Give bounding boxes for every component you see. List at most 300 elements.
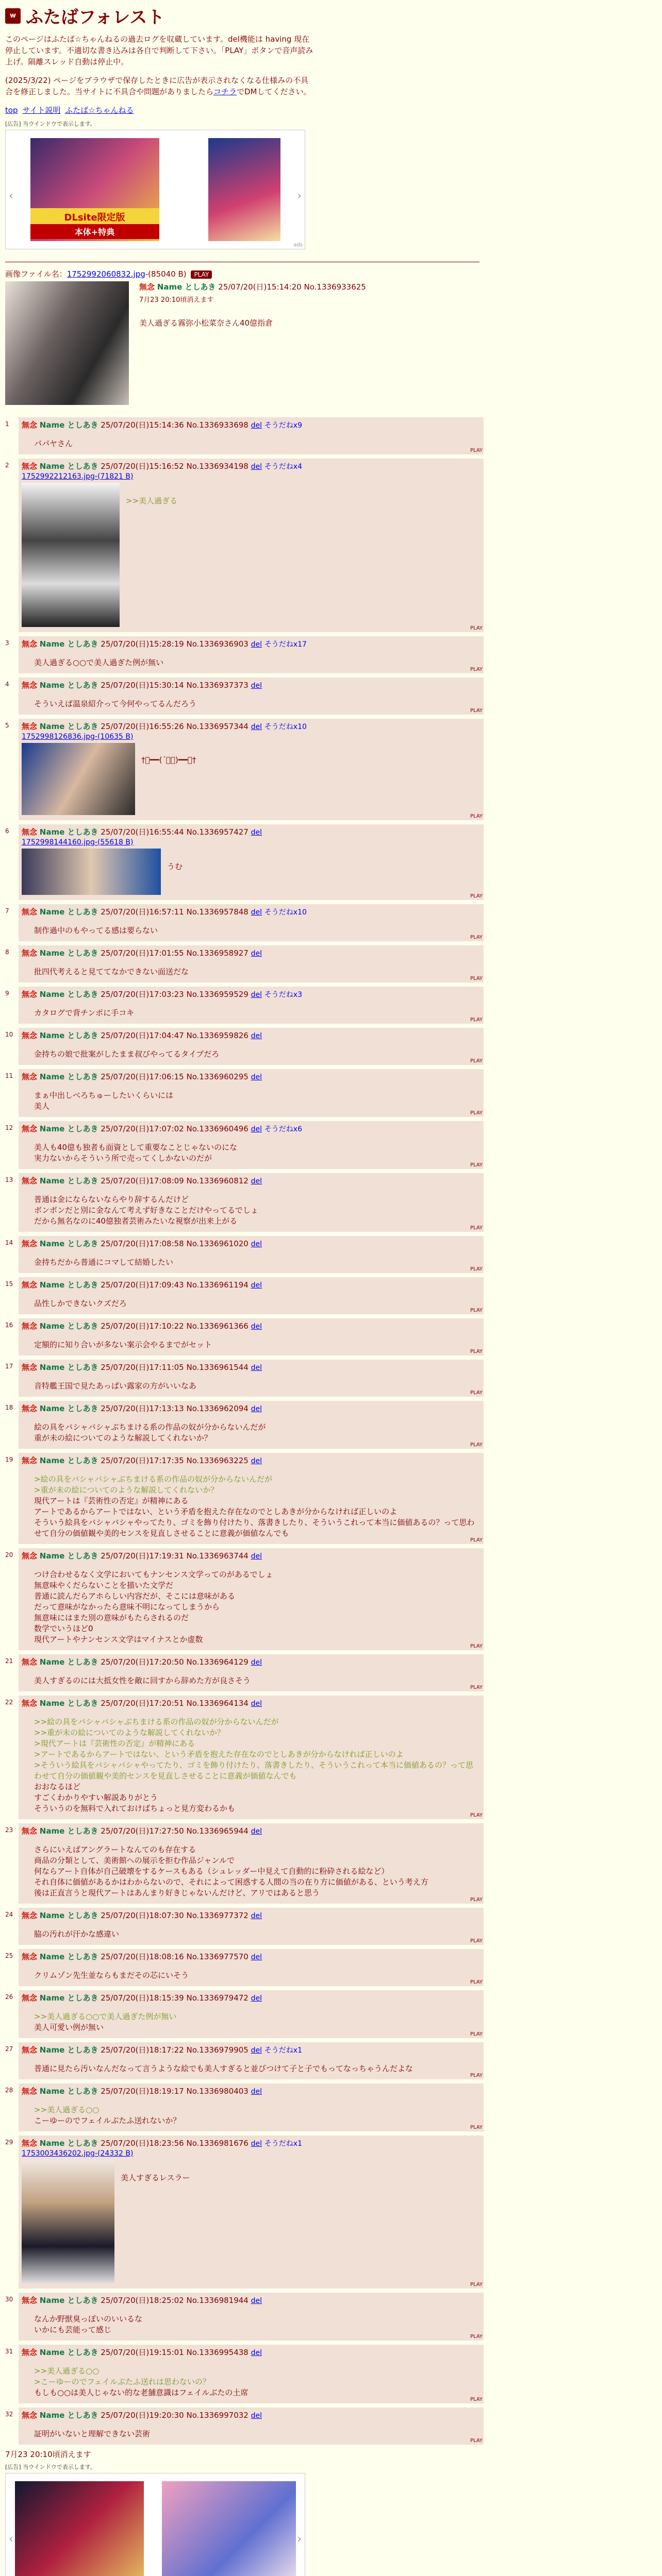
reply-date: 25/07/20(日)17:07:02: [101, 1124, 184, 1133]
op-message: 美人過ぎる霧弥小松菜奈さん40億指倉: [139, 318, 273, 328]
reply-text-line: 何ならアート自体が自己破壊をするケースもある（シュレッダー中見えて自動的に粉砕される絵など）: [34, 1867, 389, 1876]
reply-del-link[interactable]: del: [251, 1552, 262, 1561]
reply-message: [34, 1008, 481, 1019]
reply-soudane-button[interactable]: そうだねx6: [264, 1125, 303, 1133]
reply-play-button[interactable]: PLAY: [470, 2073, 483, 2078]
ad-image-2[interactable]: [208, 138, 280, 241]
reply-del-link[interactable]: del: [251, 2412, 262, 2420]
reply-text-line: 批四代考えると見ててなかできない面送だな: [34, 967, 189, 976]
reply-number[interactable]: No.1336959529: [186, 990, 249, 999]
reply-name: Name としあき: [39, 1657, 98, 1667]
reply-subject: 無念: [22, 1404, 38, 1413]
reply-number[interactable]: No.1336934198: [186, 462, 249, 471]
reply-text-line: まぁ中出しべろちゅーしたいくらいには: [34, 1091, 174, 1100]
reply-soudane-button[interactable]: そうだねx10: [264, 723, 307, 731]
reply-message: [34, 1569, 481, 1645]
reply-subject: 無念: [22, 1072, 38, 1081]
reply-number[interactable]: No.1336960295: [186, 1072, 249, 1081]
reply-post: [5, 1236, 657, 1273]
reply-play-button[interactable]: PLAY: [470, 1643, 483, 1649]
reply-message: [34, 1474, 481, 1539]
reply-number[interactable]: No.1336957848: [186, 907, 249, 917]
reply-text-line: 金持ちだから普通にコマして結婚したい: [34, 1258, 174, 1267]
reply-message: [34, 1675, 481, 1686]
reply-box: [19, 1173, 484, 1232]
reply-soudane-button[interactable]: そうだねx9: [264, 421, 303, 430]
reply-post: [5, 2293, 657, 2341]
reply-index: 16: [5, 1321, 13, 1329]
op-file-size: (85040 B): [148, 269, 187, 279]
reply-text-line: すごくわかりやすい解説ありがとう: [34, 1793, 158, 1802]
reply-del-link[interactable]: del: [251, 2046, 262, 2055]
reply-image[interactable]: [22, 483, 120, 627]
reply-soudane-button[interactable]: そうだねx17: [264, 640, 307, 649]
reply-del-link[interactable]: del: [251, 682, 262, 690]
reply-play-button[interactable]: PLAY: [470, 2334, 483, 2340]
op-name: Name としあき: [157, 282, 216, 292]
reply-number[interactable]: No.1336963225: [186, 1456, 249, 1465]
reply-number[interactable]: No.1336960496: [186, 1124, 249, 1133]
reply-number[interactable]: No.1336960812: [186, 1176, 249, 1185]
reply-name: Name としあき: [39, 948, 98, 958]
ad-image[interactable]: [30, 138, 159, 241]
reply-number[interactable]: No.1336936903: [186, 639, 249, 649]
reply-text-line: それ自体に価値があるかはわからないので、それによって困惑する人間の当の在り方に価値がある、という考え方: [34, 1877, 428, 1887]
reply-meta: [22, 1175, 481, 1186]
reply-message: [34, 1194, 481, 1227]
reply-box: [19, 417, 484, 454]
reply-play-button[interactable]: PLAY: [470, 448, 483, 453]
reply-play-button[interactable]: PLAY: [470, 1308, 483, 1313]
nav-top-link[interactable]: top: [5, 106, 18, 115]
reply-del-link[interactable]: del: [251, 2088, 262, 2096]
reply-index: 13: [5, 1176, 13, 1183]
site-logo[interactable]: w: [5, 8, 21, 24]
footer-expire: 7月23 20:10頃消えます: [5, 2450, 91, 2459]
reply-meta: [22, 419, 481, 430]
reply-play-button[interactable]: PLAY: [470, 667, 483, 672]
reply-meta: [22, 1550, 481, 1561]
reply-play-button[interactable]: PLAY: [470, 1390, 483, 1396]
reply-index: 32: [5, 2411, 13, 2418]
reply-file: [22, 2149, 481, 2158]
reply-subject: 無念: [22, 827, 38, 837]
reply-post: [5, 2136, 657, 2289]
reply-name: Name としあき: [39, 639, 98, 649]
op-file-link[interactable]: 1752992060832.jpg: [67, 269, 145, 279]
reply-name: Name としあき: [39, 1911, 98, 1920]
reply-del-link[interactable]: del: [251, 1658, 262, 1667]
reply-name: Name としあき: [39, 420, 98, 430]
chevron-left-icon[interactable]: ‹: [9, 190, 13, 202]
op-number[interactable]: No.1336933625: [304, 282, 366, 292]
reply-meta: [22, 1071, 481, 1082]
reply-subject: 無念: [22, 907, 38, 917]
reply-text-line: 脇の汚れが汗かな感違い: [34, 1929, 120, 1939]
reply-date: 25/07/20(日)18:15:39: [101, 1993, 184, 2003]
nav-futaba-link[interactable]: ふたば☆ちゃんねる: [65, 106, 134, 115]
reply-del-link[interactable]: del: [251, 1994, 262, 2003]
reply-del-link[interactable]: del: [251, 2297, 262, 2305]
reply-box: [19, 904, 484, 941]
reply-meta: [22, 2347, 481, 2358]
reply-message: [34, 1340, 481, 1350]
reply-box: [19, 1121, 484, 1169]
reply-del-link[interactable]: del: [251, 723, 262, 731]
reply-del-link[interactable]: del: [251, 2349, 262, 2357]
reply-play-button[interactable]: PLAY: [470, 1897, 483, 1903]
reply-play-button[interactable]: PLAY: [470, 2125, 483, 2130]
reply-play-button[interactable]: PLAY: [470, 935, 483, 940]
reply-del-link[interactable]: del: [251, 1457, 262, 1465]
reply-meta: [22, 1951, 481, 1962]
nav-about-link[interactable]: サイト説明: [22, 106, 61, 115]
intro-text-1: このページはふたば☆ちゃんねるの過去ログを収蔵しています。del機能は having 現在停止しています。不適切な書き込みは各自で判断して下さい。「PLAY」ボタンで音声読み上げ。隔離スレッド自動は停止中。: [5, 35, 313, 66]
op-play-button[interactable]: PLAY: [191, 270, 212, 279]
reply-play-button[interactable]: PLAY: [470, 1110, 483, 1116]
reply-del-link[interactable]: del: [251, 1073, 262, 1081]
reply-quote-line: >>美人過ぎる○○で美人過ぎた例が無い: [34, 2012, 177, 2021]
reply-play-button[interactable]: PLAY: [470, 625, 483, 631]
contact-link[interactable]: コチラ: [213, 87, 237, 96]
reply-subject: 無念: [22, 1176, 38, 1185]
reply-message: [34, 657, 481, 668]
reply-index: 24: [5, 1911, 13, 1918]
reply-box: [19, 1236, 484, 1273]
reply-del-link[interactable]: del: [251, 950, 262, 958]
reply-number[interactable]: No.1336959826: [186, 1031, 249, 1040]
reply-number[interactable]: No.1336957427: [186, 827, 249, 837]
reply-del-link[interactable]: del: [251, 463, 262, 471]
reply-date: 25/07/20(日)15:16:52: [101, 462, 184, 471]
reply-meta: [22, 1825, 481, 1836]
reply-post: [5, 945, 657, 982]
reply-list: [3, 417, 659, 2445]
reply-name: Name としあき: [39, 722, 98, 731]
reply-text-line: クリムゾン先生並ならもまだその芯にいそう: [34, 1971, 189, 1980]
reply-name: Name としあき: [39, 1239, 98, 1248]
reply-play-button[interactable]: PLAY: [470, 1979, 483, 1985]
reply-play-button[interactable]: PLAY: [470, 1225, 483, 1231]
reply-box: [19, 719, 484, 820]
reply-number[interactable]: No.1336937373: [186, 681, 249, 690]
reply-date: 25/07/20(日)19:20:30: [101, 2411, 184, 2420]
reply-image[interactable]: [22, 2160, 114, 2283]
reply-play-button[interactable]: PLAY: [470, 1349, 483, 1354]
reply-date: 25/07/20(日)15:14:36: [101, 420, 184, 430]
reply-del-link[interactable]: del: [251, 828, 262, 837]
footer-ad-banner[interactable]: [5, 2473, 305, 2576]
reply-text-line: そういうのを無料で入れておけばちょっと見方変わるかも: [34, 1804, 236, 1813]
reply-index: 9: [5, 990, 9, 997]
reply-file: [22, 472, 481, 481]
chevron-right-icon[interactable]: ›: [297, 190, 302, 202]
reply-text-line: 無意味やくだらないことを描いた文学だ: [34, 1581, 174, 1590]
reply-number[interactable]: No.1336961544: [186, 1363, 249, 1372]
reply-index: 14: [5, 1239, 13, 1246]
reply-date: 25/07/20(日)17:06:15: [101, 1072, 184, 1081]
reply-index: 3: [5, 639, 9, 647]
reply-play-button[interactable]: PLAY: [470, 976, 483, 981]
reply-index: 23: [5, 1826, 13, 1834]
reply-date: 25/07/20(日)18:25:02: [101, 2296, 184, 2305]
reply-post: [5, 1696, 657, 1819]
chevron-right-icon[interactable]: ›: [297, 2533, 302, 2546]
reply-date: 25/07/20(日)17:13:13: [101, 1404, 184, 1413]
reply-soudane-button[interactable]: そうだねx3: [264, 991, 303, 999]
reply-play-button[interactable]: PLAY: [470, 814, 483, 819]
reply-del-link[interactable]: del: [251, 1125, 262, 1133]
reply-box: [19, 1401, 484, 1449]
reply-message: [34, 2105, 481, 2126]
reply-index: 18: [5, 1404, 13, 1411]
reply-play-button[interactable]: PLAY: [470, 1812, 483, 1818]
reply-text-line: 実力ないからそういう所で売ってくしかないのだが: [34, 1154, 212, 1163]
footer-ad-image[interactable]: [15, 2481, 144, 2576]
reply-message: [34, 1049, 481, 1060]
reply-play-button[interactable]: PLAY: [470, 1537, 483, 1543]
reply-date: 25/07/20(日)18:19:17: [101, 2087, 184, 2096]
reply-number[interactable]: No.1336977372: [186, 1911, 249, 1920]
reply-date: 25/07/20(日)15:30:14: [101, 681, 184, 690]
op-date: 25/07/20(日)15:14:20: [218, 282, 302, 292]
reply-image-row: [22, 743, 481, 815]
reply-text-line: 後は正直言うと現代アートはあんまり好きじゃないんだけど、アリではあると思う: [34, 1888, 320, 1897]
reply-meta: [22, 2410, 481, 2420]
reply-box: [19, 1990, 484, 2038]
reply-file-link[interactable]: 1753003436202.jpg-(24332 B): [22, 2149, 134, 2158]
reply-number[interactable]: No.1336963744: [186, 1551, 249, 1561]
reply-index: 19: [5, 1456, 13, 1463]
reply-play-button[interactable]: PLAY: [470, 1162, 483, 1168]
reply-date: 25/07/20(日)19:15:01: [101, 2348, 184, 2357]
reply-post: [5, 2408, 657, 2445]
reply-del-link[interactable]: del: [251, 1700, 262, 1708]
reply-date: 25/07/20(日)18:17:22: [101, 2045, 184, 2055]
reply-number[interactable]: No.1336995438: [186, 2348, 249, 2357]
reply-name: Name としあき: [39, 1826, 98, 1836]
reply-text-line: 数学でいうほど0: [34, 1624, 93, 1633]
op-body: [139, 281, 366, 405]
reply-play-button[interactable]: PLAY: [470, 2438, 483, 2444]
reply-name: Name としあき: [39, 1321, 98, 1331]
reply-number[interactable]: No.1336933698: [186, 420, 249, 430]
reply-post: [5, 1028, 657, 1065]
reply-text-line: だって意味がなかったら意味不明になってしまうから: [34, 1602, 220, 1612]
reply-number[interactable]: No.1336957344: [186, 722, 249, 731]
reply-number[interactable]: No.1336979472: [186, 1993, 249, 2003]
reply-del-link[interactable]: del: [251, 1177, 262, 1185]
reply-number[interactable]: No.1336964134: [186, 1699, 249, 1708]
reply-date: 25/07/20(日)18:08:16: [101, 1952, 184, 1961]
reply-play-button[interactable]: PLAY: [470, 893, 483, 899]
reply-del-link[interactable]: del: [251, 1323, 262, 1331]
reply-play-button[interactable]: PLAY: [470, 2031, 483, 2037]
reply-number[interactable]: No.1336997032: [186, 2411, 249, 2420]
reply-text-line: 証明がいないと理解できない芸術: [34, 2429, 151, 2438]
reply-name: Name としあき: [39, 1124, 98, 1133]
reply-text-line: 普通に読んだらアホらしい内容だが、そこには意味がある: [34, 1591, 236, 1601]
reply-text-line: 美人も40億も独者も面資として重要なことじゃないのにな: [34, 1143, 238, 1152]
reply-play-button[interactable]: PLAY: [470, 1266, 483, 1272]
reply-message: [34, 1717, 481, 1814]
reply-post: [5, 1654, 657, 1691]
reply-text-line: アートであるからアートではない、という矛盾を抱えた存在なのでとしあきが分からなければ正しいのよ: [34, 1507, 398, 1516]
reply-post: [5, 2345, 657, 2403]
reply-subject: 無念: [22, 722, 38, 731]
reply-number[interactable]: No.1336962094: [186, 1404, 249, 1413]
reply-del-link[interactable]: del: [251, 908, 262, 917]
reply-meta: [22, 2138, 481, 2148]
op-subject: 無念: [139, 282, 155, 292]
reply-date: 25/07/20(日)17:20:51: [101, 1699, 184, 1708]
reply-del-link[interactable]: del: [251, 1405, 262, 1413]
reply-del-link[interactable]: del: [251, 421, 262, 430]
reply-post: [5, 1949, 657, 1986]
reply-number[interactable]: No.1336964129: [186, 1657, 249, 1667]
reply-play-button[interactable]: PLAY: [470, 1442, 483, 1448]
reply-box: [19, 1823, 484, 1904]
reply-number[interactable]: No.1336979905: [186, 2045, 249, 2055]
reply-index: 29: [5, 2139, 13, 2146]
reply-text-line: だから無名なのに40億独者芸術みたいな視察が出来上がる: [34, 1216, 238, 1226]
reply-image[interactable]: [22, 743, 135, 815]
reply-box: [19, 1453, 484, 1544]
reply-image-row: [22, 849, 481, 895]
reply-date: 25/07/20(日)15:28:19: [101, 639, 184, 649]
nav-links: [5, 105, 657, 115]
reply-file-link[interactable]: 1752998144160.jpg-(55618 B): [22, 838, 134, 846]
reply-play-button[interactable]: PLAY: [470, 2397, 483, 2402]
reply-text-line: なんか野獣臭っぽいのいいるな: [34, 2314, 143, 2324]
reply-box: [19, 1360, 484, 1397]
reply-index: 12: [5, 1124, 13, 1131]
reply-post: [5, 987, 657, 1024]
reply-subject: 無念: [22, 2139, 38, 2148]
reply-del-link[interactable]: del: [251, 1827, 262, 1836]
reply-subject: 無念: [22, 1280, 38, 1290]
reply-quote-line: >>美人過ぎる○○: [34, 2105, 100, 2114]
reply-play-button[interactable]: PLAY: [470, 708, 483, 714]
ad-banner[interactable]: [5, 130, 305, 249]
reply-play-button[interactable]: PLAY: [470, 1685, 483, 1690]
reply-soudane-button[interactable]: そうだねx10: [264, 908, 307, 917]
reply-file-link[interactable]: 1752998126836.jpg-(10635 B): [22, 733, 134, 741]
reply-meta: [22, 906, 481, 917]
reply-number[interactable]: No.1336981944: [186, 2296, 249, 2305]
reply-del-link[interactable]: del: [251, 1281, 262, 1290]
reply-text-line: そういえば温泉紹介って今何やってるんだろう: [34, 699, 197, 708]
reply-image[interactable]: [22, 849, 161, 895]
reply-del-link[interactable]: del: [251, 1912, 262, 1920]
reply-del-link[interactable]: del: [251, 1240, 262, 1248]
reply-index: 5: [5, 722, 9, 729]
reply-index: 8: [5, 948, 9, 956]
reply-del-link[interactable]: del: [251, 1364, 262, 1372]
reply-box: [19, 2136, 484, 2289]
site-title: ふたばフォレスト: [26, 7, 165, 28]
reply-date: 25/07/20(日)17:01:55: [101, 948, 184, 958]
reply-soudane-button[interactable]: そうだねx1: [264, 2046, 303, 2055]
reply-file-link[interactable]: 1752992212163.jpg-(71821 B): [22, 472, 134, 481]
reply-name: Name としあき: [39, 681, 98, 690]
reply-number[interactable]: No.1336980403: [186, 2087, 249, 2096]
reply-quote-line: >そういう絵具をバシャバシャやってたり、ゴミを飾り付けたり、落書きしたり、そういうこれって本当に価値あるの？って思わせて自分の価値観や美的センスを見直しさせることに意義が価値なんでも: [34, 1760, 473, 1781]
reply-del-link[interactable]: del: [251, 1953, 262, 1961]
reply-message: [34, 1298, 481, 1309]
reply-box: [19, 2293, 484, 2341]
reply-subject: 無念: [22, 1952, 38, 1961]
reply-post: [5, 824, 657, 900]
reply-text-line: こーゆーのでフェイルぶたふ送れないか？: [34, 2116, 181, 2125]
reply-play-button[interactable]: PLAY: [470, 1058, 483, 1064]
reply-index: 21: [5, 1657, 13, 1665]
reply-box: [19, 636, 484, 673]
reply-number[interactable]: No.1336961194: [186, 1280, 249, 1290]
footer-ad-image-2[interactable]: [162, 2481, 296, 2576]
reply-number[interactable]: No.1336961020: [186, 1239, 249, 1248]
reply-meta: [22, 826, 481, 837]
reply-number[interactable]: No.1336965944: [186, 1826, 249, 1836]
reply-name: Name としあき: [39, 462, 98, 471]
reply-number[interactable]: No.1336977570: [186, 1952, 249, 1961]
reply-text-line: カタログで背チンポに手コキ: [34, 1008, 135, 1018]
reply-soudane-button[interactable]: そうだねx1: [264, 2140, 303, 2148]
reply-post: [5, 1908, 657, 1945]
reply-post: [5, 636, 657, 673]
op-image[interactable]: [5, 281, 129, 405]
reply-subject: 無念: [22, 1456, 38, 1465]
site-intro: [5, 33, 315, 97]
reply-number[interactable]: No.1336958927: [186, 948, 249, 958]
reply-box: [19, 2083, 484, 2131]
reply-soudane-button[interactable]: そうだねx4: [264, 463, 303, 471]
reply-index: 11: [5, 1072, 13, 1079]
reply-del-link[interactable]: del: [251, 1032, 262, 1040]
reply-name: Name としあき: [39, 1363, 98, 1372]
reply-play-button[interactable]: PLAY: [470, 1017, 483, 1023]
reply-subject: 無念: [22, 1363, 38, 1372]
reply-del-link[interactable]: del: [251, 991, 262, 999]
reply-date: 25/07/20(日)17:08:09: [101, 1176, 184, 1185]
reply-date: 25/07/20(日)17:08:58: [101, 1239, 184, 1248]
reply-post: [5, 1823, 657, 1904]
reply-image-caption: 美人すぎるレスラー: [121, 2173, 190, 2182]
reply-date: 25/07/20(日)17:03:23: [101, 990, 184, 999]
reply-text-line: さらにいえばアングラートなんてのも存在する: [34, 1845, 196, 1854]
reply-meta: [22, 1030, 481, 1041]
reply-play-button[interactable]: PLAY: [470, 1938, 483, 1944]
reply-del-link[interactable]: del: [251, 640, 262, 649]
reply-number[interactable]: No.1336961366: [186, 1321, 249, 1331]
reply-index: 2: [5, 462, 9, 469]
reply-text-line: 定額的に知り合いが多ない案示会やるまでがセット: [34, 1340, 212, 1349]
reply-quote-line: >>重が未の絵についてのような解説してくれないか？: [34, 1728, 225, 1737]
reply-message: [34, 699, 481, 709]
chevron-left-icon[interactable]: ‹: [9, 2533, 13, 2546]
reply-name: Name としあき: [39, 1176, 98, 1185]
reply-text-line: ボンボンだと別に金なんて考えず好きなことだけやってるでしょ: [34, 1206, 258, 1215]
reply-date: 25/07/20(日)17:09:43: [101, 1280, 184, 1290]
reply-subject: 無念: [22, 2411, 38, 2420]
reply-number[interactable]: No.1336981676: [186, 2139, 249, 2148]
reply-box: [19, 987, 484, 1024]
reply-del-link[interactable]: del: [251, 2140, 262, 2148]
reply-play-button[interactable]: PLAY: [470, 2282, 483, 2287]
ad-badge-primary: DLsite限定版: [30, 208, 159, 226]
reply-quote-line: >重が未の絵についてのような解説してくれないか？: [34, 1485, 219, 1495]
reply-meta: [22, 2044, 481, 2055]
